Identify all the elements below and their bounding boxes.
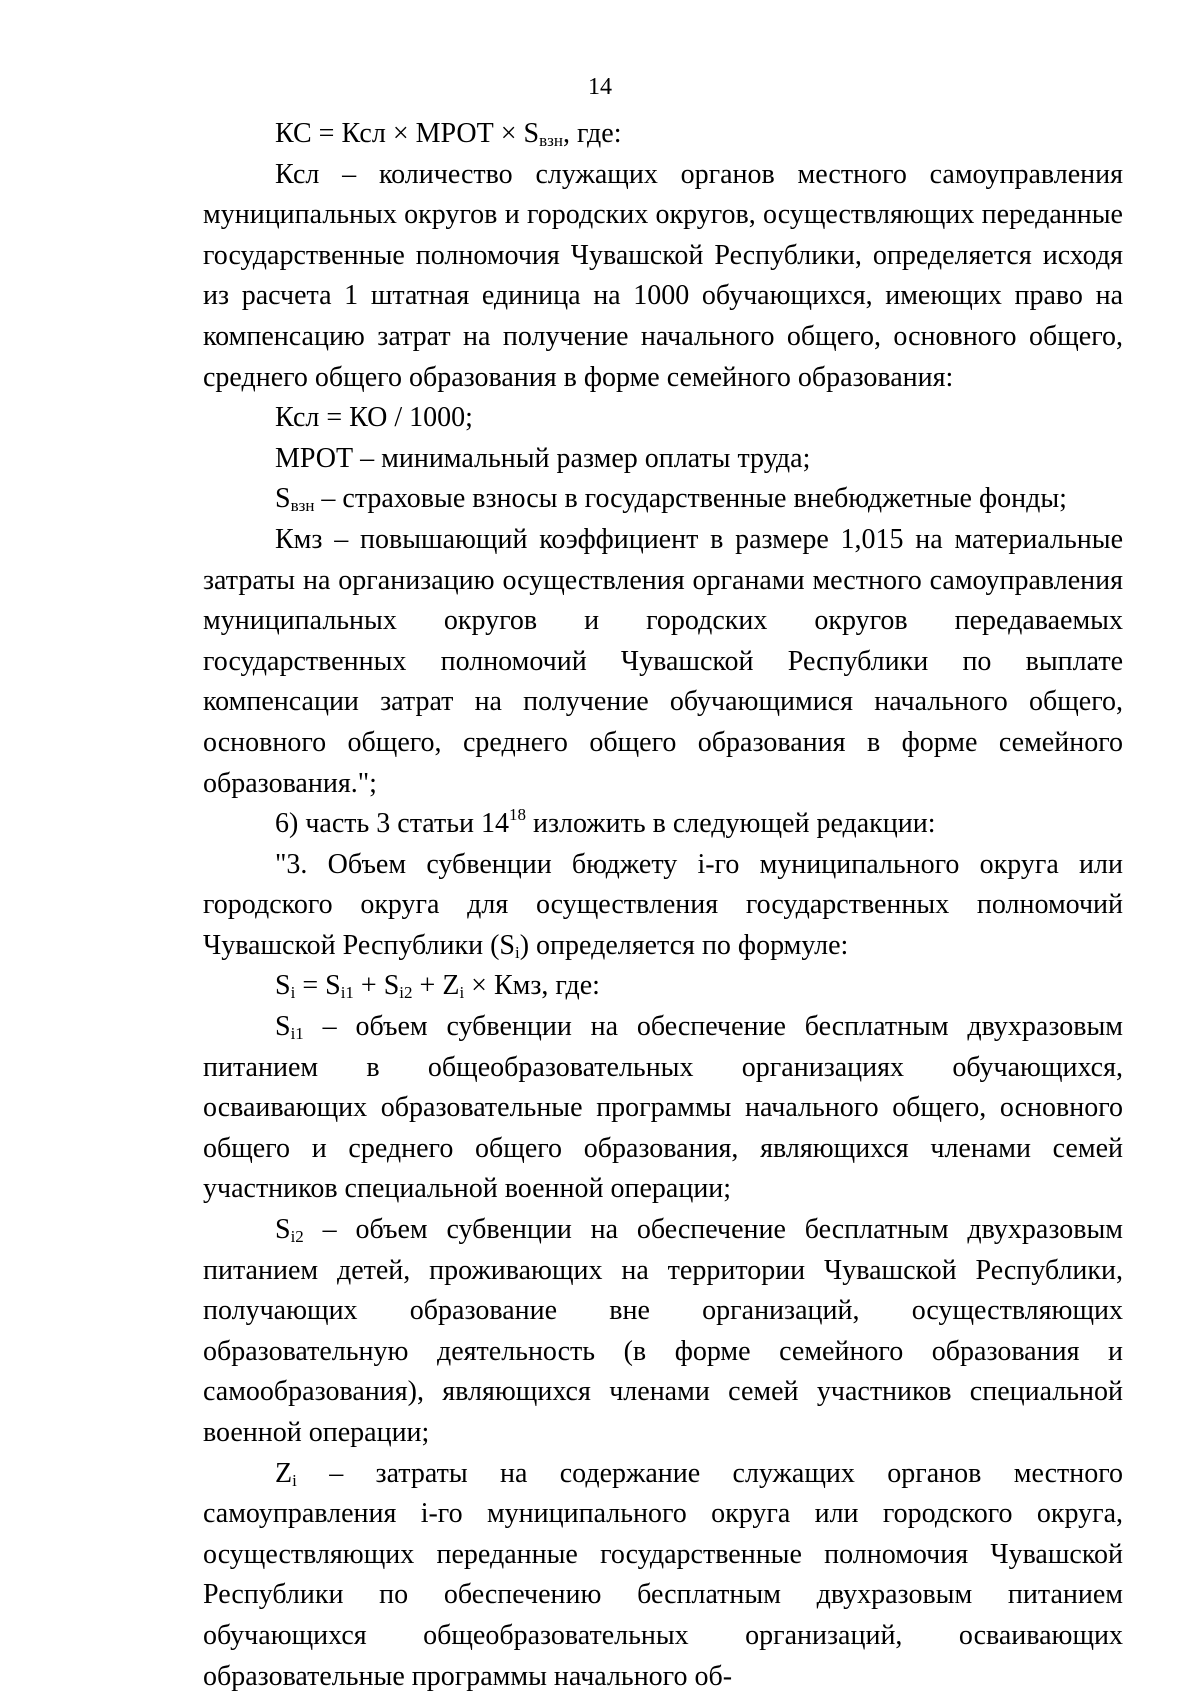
subscript: i1 xyxy=(340,983,354,1003)
paragraph xyxy=(203,439,1123,480)
text-run: 6) часть 3 статьи 14 xyxy=(275,808,509,840)
text-run: S xyxy=(275,1214,291,1246)
text-run: изложить в следующей редакции: xyxy=(525,808,936,840)
text-run: – объем субвенции на обеспечение бесплатным двухразовым питанием в общеобразовательных организациях обучающихся, осваивающих образовательные программы начального общего, основного общего и среднего общего образования, являющихся членами семей участников специальной военной операции; xyxy=(203,1011,1123,1205)
subscript: i1 xyxy=(290,1024,304,1044)
text-run: КС = Ксл × МРОТ × S xyxy=(275,118,540,149)
text-run: Ксл = КО / 1000; xyxy=(275,402,473,434)
text-run: × Кмз, где: xyxy=(464,970,600,1002)
text-run: – затраты на содержание служащих органов местного самоуправления i-го муниципального округа или городского округа, осуществляющих переданные государственные полномочия Чувашской Республики по обеспечению бесплатным двухразовым питанием обучающихся общеобразовательных организаций, осваивающих образовательные программы начального об- xyxy=(203,1457,1123,1692)
text-run: Ксл – количество служащих органов местного самоуправления муниципальных округов и городских округов, осуществляющих переданные государственные полномочия Чувашской Республики, определяется исходя из расчета 1 штатная единица на 1000 обучающихся, имеющих право на компенсацию затрат на получение начального общего, основного общего, среднего общего образования в форме семейного образования: xyxy=(203,158,1123,393)
text-run: S xyxy=(275,970,291,1002)
paragraph xyxy=(203,520,1123,804)
page-number: 14 xyxy=(588,74,612,100)
subscript: i2 xyxy=(290,1227,304,1247)
subscript: взн xyxy=(290,496,315,516)
paragraph xyxy=(203,1210,1123,1454)
text-run: S xyxy=(275,1011,291,1043)
formula-line xyxy=(203,398,1123,439)
paragraph xyxy=(203,155,1123,399)
text-run: МРОТ – минимальный размер оплаты труда; xyxy=(275,442,811,474)
formula-line xyxy=(203,114,1123,155)
text-run: + Z xyxy=(412,970,460,1002)
text-run: = S xyxy=(295,970,341,1002)
text-run: "3. Объем субвенции бюджету i-го муниципального округа или городского округа для осуществления государственных полномочий Чувашской Республики (S xyxy=(203,848,1123,961)
superscript: 18 xyxy=(508,805,526,825)
text-run: , где: xyxy=(562,118,622,149)
subscript: i xyxy=(459,983,465,1003)
paragraph xyxy=(203,804,1123,845)
subscript: i xyxy=(290,983,296,1003)
text-run: – страховые взносы в государственные внебюджетные фонды; xyxy=(314,483,1067,515)
text-run: ) определяется по формуле: xyxy=(519,929,849,961)
subscript: i2 xyxy=(399,983,413,1003)
formula-line xyxy=(203,966,1123,1007)
text-run: S xyxy=(275,483,291,515)
document-body xyxy=(203,114,1123,1697)
paragraph xyxy=(203,479,1123,520)
text-run: – объем субвенции на обеспечение бесплатным двухразовым питанием детей, проживающих на территории Чувашской Республики, получающих образование вне организаций, осуществляющих образовательную деятельность (в форме семейного образования и самообразования), являющихся членами семей участников специальной военной операции; xyxy=(203,1214,1123,1448)
subscript: взн xyxy=(539,131,563,150)
paragraph xyxy=(203,845,1123,967)
subscript: i xyxy=(292,1470,297,1490)
text-run: Кмз – повышающий коэффициент в размере 1,015 на материальные затраты на организацию осуществления органами местного самоуправления муниципальных округов и городских округов передаваемых государственных полномочий Чувашской Республики по выплате компенсации затрат на получение обучающимися начального общего, основного общего, среднего общего образования в форме семейного образования."; xyxy=(203,523,1123,799)
paragraph xyxy=(203,1007,1123,1210)
text-run: + S xyxy=(353,970,400,1002)
text-run: Z xyxy=(275,1457,293,1489)
subscript: i xyxy=(515,942,520,962)
paragraph xyxy=(203,1454,1123,1697)
